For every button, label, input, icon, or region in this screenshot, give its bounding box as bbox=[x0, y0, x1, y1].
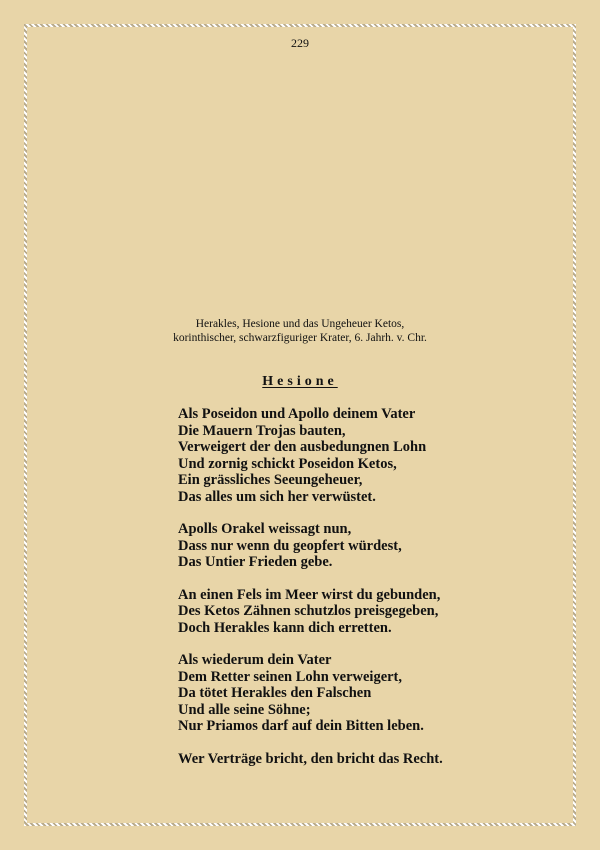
poem-line: Verweigert der den ausbedungnen Lohn bbox=[178, 439, 427, 455]
poem-line: Dem Retter seinen Lohn verweigert, bbox=[178, 668, 403, 685]
poem-stanza-5 bbox=[178, 751, 443, 768]
poem-line: Und alle seine Söhne; bbox=[178, 701, 311, 718]
poem-line: Des Ketos Zähnen schutzlos preisgegeben, bbox=[178, 603, 439, 619]
poem-line: Wer Verträge bricht, den bricht das Recht. bbox=[178, 750, 443, 767]
poem-line: Als Poseidon und Apollo deinem Vater bbox=[178, 406, 416, 422]
poem-line: Ein grässliches Seeungeheuer, bbox=[178, 472, 363, 488]
poem-title: Hesione bbox=[262, 374, 338, 389]
poem-body bbox=[178, 406, 443, 767]
caption-line-2: korinthischer, schwarzfiguriger Krater, 6. Jahrh. v. Chr. bbox=[173, 332, 427, 344]
poem-line: Doch Herakles kann dich erretten. bbox=[178, 619, 392, 636]
poem-stanza-2 bbox=[178, 521, 443, 571]
poem-line: Die Mauern Trojas bauten, bbox=[178, 422, 346, 439]
page-number: 229 bbox=[291, 36, 309, 50]
caption-line-1: Herakles, Hesione und das Ungeheuer Ketos, bbox=[195, 318, 405, 330]
poem-line: Das alles um sich her verwüstet. bbox=[178, 488, 376, 505]
poem-line: Apolls Orakel weissagt nun, bbox=[178, 521, 352, 537]
poem-line: Da tötet Herakles den Falschen bbox=[178, 685, 372, 701]
poem-line: Nur Priamos darf auf dein Bitten leben. bbox=[178, 718, 424, 734]
poem-line: An einen Fels im Meer wirst du gebunden, bbox=[178, 586, 441, 603]
poem-line: Als wiederum dein Vater bbox=[178, 652, 332, 668]
poem-stanza-1 bbox=[178, 406, 443, 505]
poem-line: Dass nur wenn du geopfert würdest, bbox=[178, 537, 402, 554]
poem-line: Das Untier Frieden gebe. bbox=[178, 554, 333, 570]
poem-line: Und zornig schickt Poseidon Ketos, bbox=[178, 455, 397, 472]
image-caption bbox=[0, 317, 600, 345]
poem-stanza-4 bbox=[178, 652, 443, 735]
poem-stanza-3 bbox=[178, 587, 443, 637]
